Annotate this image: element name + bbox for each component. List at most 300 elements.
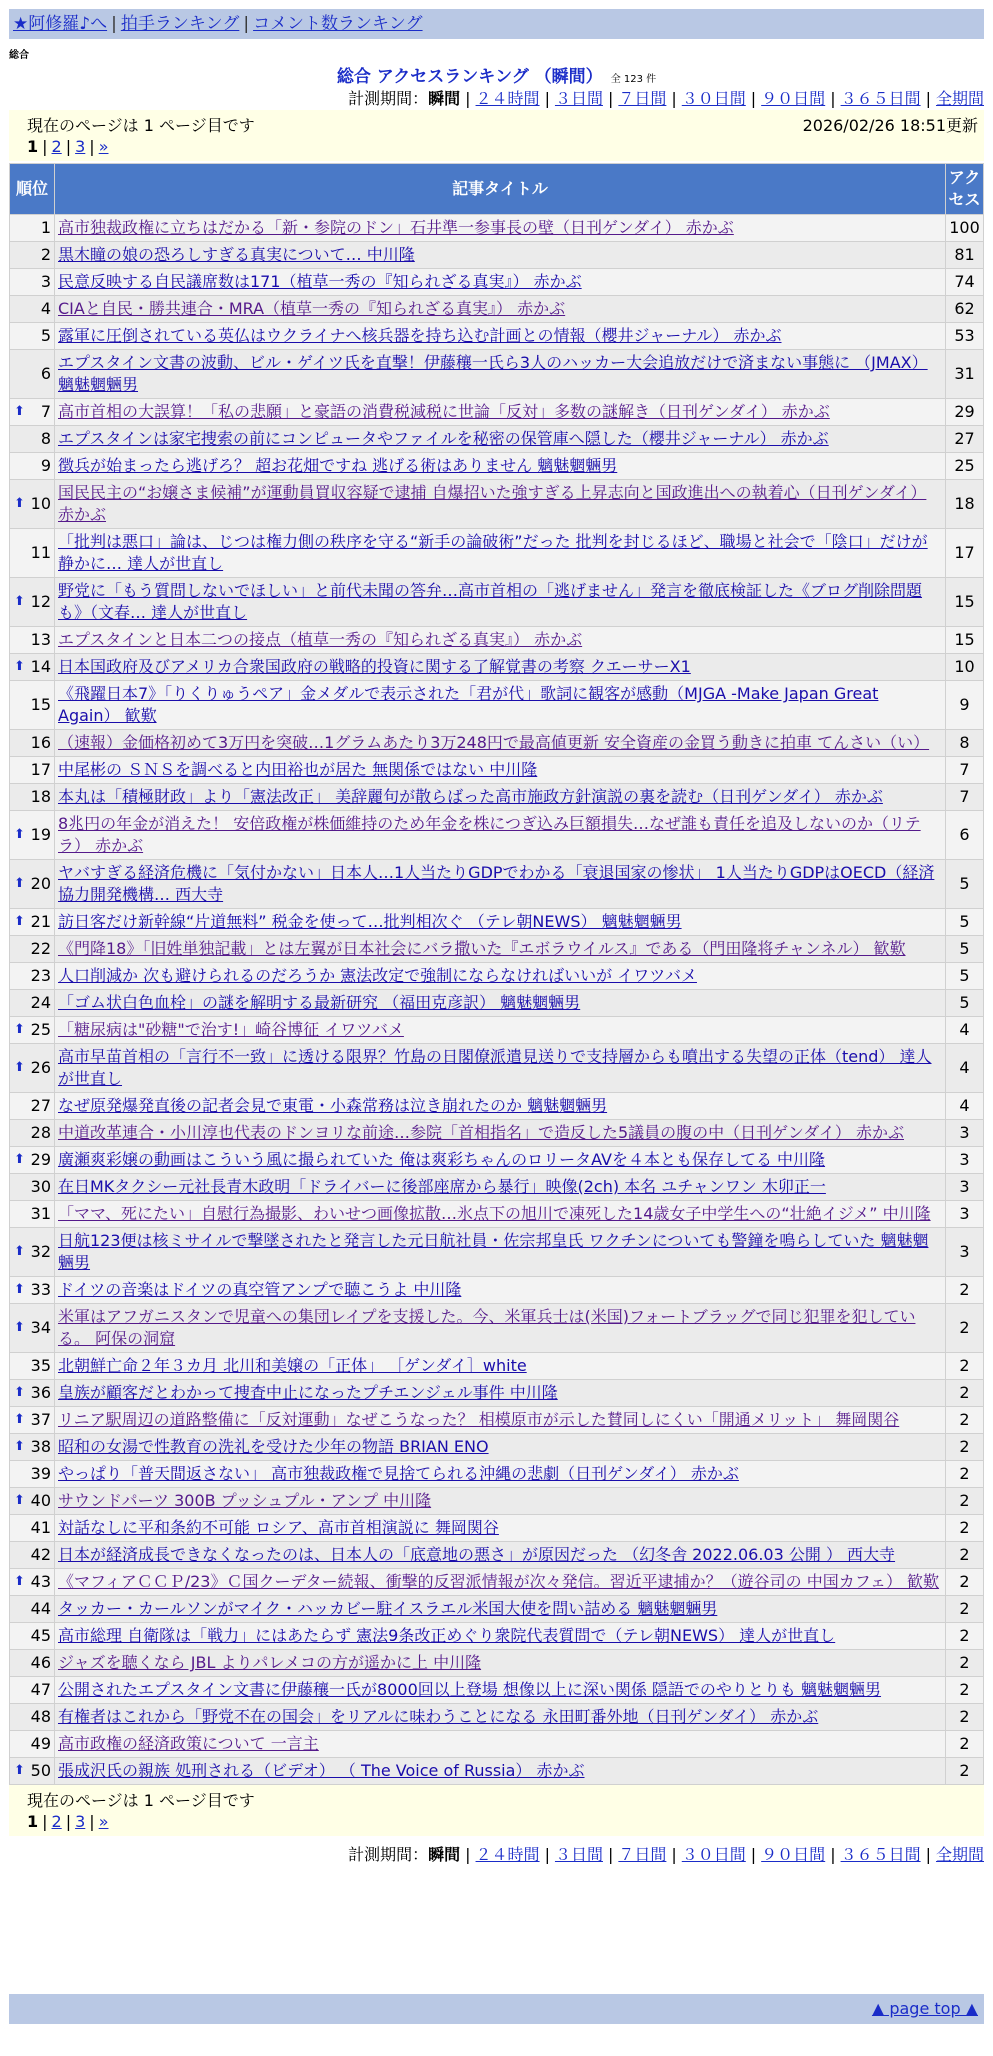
access-count: 4 [946, 1044, 984, 1093]
rank-cell [10, 811, 55, 860]
rank-number: 3 [40, 272, 51, 291]
access-count: 2 [946, 1353, 984, 1380]
access-count: 2 [946, 1758, 984, 1785]
rank-number: 8 [40, 429, 51, 448]
rank-cell [10, 1731, 55, 1758]
article-link[interactable]: やっぱり「普天間返さない」 高市独裁政権で見捨てられる沖縄の悲劇（日刊ゲンダイ） 赤かぶ [58, 1464, 739, 1483]
rank-number: 47 [30, 1680, 51, 1699]
rank-number: 34 [30, 1318, 51, 1337]
article-link[interactable]: エプスタイン文書の波動、ビル・ゲイツ氏を直撃！伊藤穰一氏ら3人のハッカー大会追放だけで済まない事態に （JMAX） 魑魅魍魎男 [58, 353, 928, 394]
table-row [10, 1120, 984, 1147]
article-link[interactable]: 人口削減か 次も避けられるのだろうか 憲法改定で強制にならなければいいが イワツバメ [58, 966, 697, 985]
rank-cell [10, 1201, 55, 1228]
period-separator: | [607, 1845, 614, 1864]
table-row [10, 323, 984, 350]
rank-cell [10, 1120, 55, 1147]
access-count: 10 [946, 654, 984, 681]
article-link[interactable]: 米軍はアフガニスタンで児童への集団レイプを支援した。今、米軍兵士は(米国)フォートブラッグで同じ犯罪を犯している。 阿保の洞窟 [58, 1307, 916, 1348]
rank-number: 6 [40, 364, 51, 383]
article-link[interactable]: 在日MKタクシー元社長青木政明「ドライバーに後部座席から暴行」映像(2ch) 本名 ユチャンワン 木卯正一 [58, 1177, 826, 1196]
article-link[interactable]: 高市総理 自衛隊は「戦力」にはあたらず 憲法9条改正めぐり衆院代表質問で（テレ朝NEWS） 達人が世直し [58, 1626, 836, 1645]
table-row [10, 936, 984, 963]
period-link[interactable]: ９０日間 [761, 1845, 826, 1864]
period-link[interactable]: ２４時間 [475, 1845, 540, 1864]
arrow-up-icon: ⬆ [14, 827, 25, 842]
rank-number: 38 [30, 1437, 51, 1456]
article-link[interactable]: ドイツの音楽はドイツの真空管アンプで聴こうよ 中川隆 [58, 1280, 462, 1299]
arrow-up-icon: ⬆ [14, 496, 25, 511]
rank-number: 18 [30, 787, 51, 806]
title-cell [55, 1017, 946, 1044]
table-row [10, 757, 984, 784]
access-count: 9 [946, 681, 984, 730]
title-cell [55, 1120, 946, 1147]
arrow-up-icon: ⬆ [14, 914, 25, 929]
rank-cell [10, 730, 55, 757]
rank-cell [10, 242, 55, 269]
rank-number: 31 [30, 1204, 51, 1223]
pager-separator: | [65, 137, 72, 156]
article-link[interactable]: ヤバすぎる経済危機に「気付かない」日本人…1人当たりGDPでわかる「衰退国家の惨状」 1人当たりGDPはOECD（経済協力開発機構… 西大寺 [58, 863, 935, 904]
title-cell [55, 860, 946, 909]
table-row [10, 1542, 984, 1569]
title-cell [55, 1174, 946, 1201]
rank-cell [10, 1044, 55, 1093]
article-link[interactable]: 徴兵が始まったら逃げろ？ 超お花畑ですね 逃げる術はありません 魑魅魍魎男 [58, 456, 618, 475]
rank-cell [10, 1569, 55, 1596]
period-link[interactable]: ９０日間 [761, 89, 826, 108]
table-row [10, 681, 984, 730]
title-cell [55, 1542, 946, 1569]
title-cell [55, 399, 946, 426]
current-page-text: 現在のページは 1 ページ目です [27, 116, 255, 135]
article-link[interactable]: 有権者はこれから「野党不在の国会」をリアルに味わうことになる 永田町番外地（日刊ゲンダイ） 赤かぶ [58, 1707, 819, 1726]
title-cell [55, 1650, 946, 1677]
title-cell [55, 426, 946, 453]
access-count: 2 [946, 1434, 984, 1461]
access-count: 3 [946, 1120, 984, 1147]
pager-separator: | [89, 137, 95, 156]
title-cell [55, 909, 946, 936]
article-link[interactable]: 黒木瞳の娘の恐ろしすぎる真実について… 中川隆 [58, 245, 415, 264]
period-link[interactable]: ２４時間 [475, 89, 540, 108]
nav-separator: | [111, 14, 117, 34]
arrow-up-icon: ⬆ [14, 1244, 25, 1259]
title-cell [55, 1515, 946, 1542]
access-count: 5 [946, 909, 984, 936]
period-separator: | [925, 1845, 931, 1864]
rank-cell [10, 529, 55, 578]
table-row [10, 963, 984, 990]
title-cell [55, 963, 946, 990]
access-count: 2 [946, 1596, 984, 1623]
rank-cell [10, 1650, 55, 1677]
rank-number: 14 [30, 657, 51, 676]
access-count: 25 [946, 453, 984, 480]
title-cell [55, 1623, 946, 1650]
rank-number: 16 [30, 733, 51, 752]
rank-cell [10, 296, 55, 323]
access-count: 2 [946, 1488, 984, 1515]
rank-cell [10, 1704, 55, 1731]
access-count: 2 [946, 1461, 984, 1488]
article-link[interactable]: 8兆円の年金が消えた！ 安倍政権が株価維持のため年金を株につぎ込み巨額損失…なぜ誰も責任を追及しないのか（リテラ） 赤かぶ [58, 814, 921, 855]
rank-cell [10, 1542, 55, 1569]
access-count: 2 [946, 1677, 984, 1704]
pager-link[interactable]: » [98, 137, 109, 156]
period-link[interactable]: ７日間 [618, 89, 667, 108]
rank-number: 28 [30, 1123, 51, 1142]
rank-number: 21 [30, 912, 51, 931]
period-separator: | [750, 1845, 757, 1864]
period-link[interactable]: ３０日間 [681, 1845, 746, 1864]
title-cell [55, 1677, 946, 1704]
article-link[interactable]: なぜ原発爆発直後の記者会見で東電・小森常務は泣き崩れたのか 魑魅魍魎男 [58, 1096, 608, 1115]
rank-cell [10, 1623, 55, 1650]
access-count: 74 [946, 269, 984, 296]
access-count: 5 [946, 936, 984, 963]
table-row [10, 860, 984, 909]
article-link[interactable]: 北朝鮮亡命２年３カ月 北川和美嬢の「正体」 ［ゲンダイ］white [58, 1356, 527, 1375]
rank-number: 49 [30, 1734, 51, 1753]
article-link[interactable]: ジャズを聴くなら JBL よりパレメコの方が遥かに上 中川隆 [58, 1653, 482, 1672]
rank-cell [10, 350, 55, 399]
period-separator: | [607, 89, 614, 108]
rank-cell [10, 1174, 55, 1201]
period-link[interactable]: ３日間 [554, 89, 603, 108]
pager-current-page: 1 [27, 1812, 39, 1831]
table-row [10, 453, 984, 480]
title-cell [55, 1228, 946, 1277]
title-cell [55, 627, 946, 654]
rank-number: 4 [40, 299, 51, 318]
rank-cell [10, 1277, 55, 1304]
arrow-up-icon: ⬆ [14, 594, 25, 609]
rank-cell [10, 399, 55, 426]
period-link[interactable]: ３６５日間 [840, 89, 921, 108]
arrow-up-icon: ⬆ [14, 1060, 25, 1075]
table-row [10, 1093, 984, 1120]
article-link[interactable]: 「ゴム状白色血栓」の謎を解明する最新研究 （福田克彦訳） 魑魅魍魎男 [58, 993, 581, 1012]
rank-number: 46 [30, 1653, 51, 1672]
rank-number: 10 [30, 494, 51, 513]
rank-cell [10, 654, 55, 681]
access-count: 18 [946, 480, 984, 529]
article-link[interactable]: 国民民主の“お嬢さま候補”が運動員買収容疑で逮捕 自爆招いた強すぎる上昇志向と国政進出への執着心（日刊ゲンダイ） 赤かぶ [58, 483, 927, 524]
pager-separator: | [42, 137, 48, 156]
table-row [10, 578, 984, 627]
title-cell [55, 1434, 946, 1461]
pager-link[interactable]: 2 [51, 1812, 62, 1831]
period-selector-top [348, 86, 984, 109]
header-access: アクセス [946, 164, 984, 215]
table-row [10, 529, 984, 578]
nav-separator: | [243, 14, 250, 34]
footer-bar [9, 1994, 984, 2024]
title-cell [55, 1277, 946, 1304]
table-row [10, 1017, 984, 1044]
table-row [10, 1228, 984, 1277]
period-separator: | [830, 1845, 836, 1864]
arrow-up-icon: ⬆ [14, 1439, 25, 1454]
title-cell [55, 1596, 946, 1623]
article-link[interactable]: 日本国政府及びアメリカ合衆国政府の戦略的投資に関する了解覚書の考察 クエーサーX1 [58, 657, 691, 676]
article-link[interactable]: 露軍に圧倒されている英仏はウクライナへ核兵器を持ち込む計画との情報（櫻井ジャーナル） 赤かぶ [58, 326, 782, 345]
table-row [10, 1407, 984, 1434]
top-nav-bar [9, 9, 984, 39]
title-cell [55, 1201, 946, 1228]
table-row [10, 296, 984, 323]
rank-number: 27 [30, 1096, 51, 1115]
article-link[interactable]: 「批判は悪口」論は、じつは権力側の秩序を守る“新手の論破術”だった 批判を封じるほど、職場と社会で「陰口」だけが静かに… 達人が世直し [58, 532, 928, 573]
access-count: 100 [946, 215, 984, 242]
updated-timestamp: 2026/02/26 18:51更新 [802, 116, 978, 135]
arrow-up-icon: ⬆ [14, 1282, 25, 1297]
period-separator: | [465, 89, 471, 108]
article-link[interactable]: 張成沢氏の親族 処刑される（ビデオ） （ The Voice of Russia） 赤かぶ [58, 1761, 585, 1780]
period-current: 瞬間 [428, 89, 461, 108]
arrow-up-icon: ⬆ [14, 1493, 25, 1508]
title-cell [55, 1380, 946, 1407]
period-link[interactable]: ３６５日間 [840, 1845, 921, 1864]
rank-cell [10, 1434, 55, 1461]
article-link[interactable]: 中尾彬の ＳＮＳを調べると内田裕也が居た 無関係ではない 中川隆 [58, 760, 538, 779]
table-row [10, 730, 984, 757]
table-row [10, 1596, 984, 1623]
arrow-up-icon: ⬆ [14, 1320, 25, 1335]
article-link[interactable]: 中道改革連合・小川淳也代表のドンヨリな前途…参院「首相指名」で造反した5議員の腹の中（日刊ゲンダイ） 赤かぶ [58, 1123, 904, 1142]
table-row [10, 909, 984, 936]
arrow-up-icon: ⬆ [14, 1574, 25, 1589]
article-link[interactable]: エプスタインと日本二つの接点（植草一秀の『知られざる真実』） 赤かぶ [58, 630, 583, 649]
period-label: 計測期間： [348, 89, 429, 108]
rank-cell [10, 1380, 55, 1407]
page-title [0, 62, 993, 87]
article-link[interactable]: 《マフィアＣＣＰ/23》Ｃ国クーデター続報、衝撃的反習派情報が次々発信。習近平逮捕か？（遊谷司の 中国カフェ） 歓歎 [58, 1572, 940, 1591]
article-link[interactable]: リニア駅周辺の道路整備に「反対運動」なぜこうなった？ 相模原市が示した賛同しにくい「開通メリット」 舞岡関谷 [58, 1410, 900, 1429]
period-separator: | [544, 89, 550, 108]
article-link[interactable]: 訪日客だけ新幹線“片道無料” 税金を使って…批判相次ぐ （テレ朝NEWS） 魑魅魍魎男 [58, 912, 682, 931]
article-link[interactable]: 高市政権の経済政策について 一言主 [58, 1734, 319, 1753]
page-info-top [9, 110, 984, 161]
rank-number: 17 [30, 760, 51, 779]
period-link[interactable]: ３０日間 [681, 89, 746, 108]
article-link[interactable]: 対話なしに平和条約不可能 ロシア、高市首相演説に 舞岡関谷 [58, 1518, 499, 1537]
period-link[interactable]: 全期間 [935, 1845, 984, 1864]
period-separator: | [750, 89, 757, 108]
article-link[interactable]: エプスタインは家宅捜索の前にコンピュータやファイルを秘密の保管庫へ隠した（櫻井ジャーナル） 赤かぶ [58, 429, 829, 448]
rank-cell [10, 627, 55, 654]
rank-number: 20 [30, 874, 51, 893]
access-count: 5 [946, 860, 984, 909]
title-cell [55, 296, 946, 323]
arrow-up-icon: ⬆ [14, 876, 25, 891]
article-link[interactable]: サウンドパーツ 300B プッシュプル・アンプ 中川隆 [58, 1491, 432, 1510]
pager-current-page: 1 [27, 137, 39, 156]
rank-cell [10, 1677, 55, 1704]
table-row [10, 1044, 984, 1093]
article-link[interactable]: 日本が経済成長できなくなったのは、日本人の「底意地の悪さ」が原因だった （幻冬舎 2022.06.03 公開 ） 西大寺 [58, 1545, 896, 1564]
access-count: 2 [946, 1569, 984, 1596]
pager-bottom [27, 1812, 108, 1831]
pager-link[interactable]: 3 [75, 1812, 86, 1831]
rank-cell [10, 1488, 55, 1515]
table-row [10, 350, 984, 399]
title-cell [55, 1731, 946, 1758]
period-separator: | [465, 1845, 471, 1864]
rank-cell [10, 1304, 55, 1353]
table-row [10, 1174, 984, 1201]
article-link[interactable]: 日航123便は核ミサイルで撃墜されたと発言した元日航社員・佐宗邦皇氏 ワクチンについても警鐘を鳴らしていた 魑魅魍魎男 [58, 1231, 929, 1272]
title-cell [55, 1044, 946, 1093]
rank-cell [10, 1093, 55, 1120]
rank-number: 41 [30, 1518, 51, 1537]
rank-cell [10, 1515, 55, 1542]
rank-cell [10, 1147, 55, 1174]
title-cell [55, 1353, 946, 1380]
rank-number: 35 [30, 1356, 51, 1375]
pager-link[interactable]: 2 [51, 137, 62, 156]
table-row [10, 1201, 984, 1228]
page-top-link[interactable]: ▲ page top ▲ [871, 1999, 978, 2018]
pager-separator: | [65, 1812, 72, 1831]
table-row [10, 1461, 984, 1488]
rank-cell [10, 1758, 55, 1785]
access-count: 29 [946, 399, 984, 426]
rank-cell [10, 323, 55, 350]
clap-ranking-link[interactable]: 拍手ランキング [120, 14, 240, 34]
comment-ranking-link[interactable]: コメント数ランキング [253, 14, 423, 34]
pager-link[interactable]: 3 [75, 137, 86, 156]
access-count: 15 [946, 578, 984, 627]
rank-number: 45 [30, 1626, 51, 1645]
access-count: 53 [946, 323, 984, 350]
access-count: 5 [946, 963, 984, 990]
article-link[interactable]: 《飛躍日本7》「りくりゅうペア」金メダルで表示された「君が代」歌詞に観客が感動（MJGA -Make Japan Great Again） 歓歎 [58, 684, 879, 725]
rank-number: 22 [30, 939, 51, 958]
title-cell [55, 654, 946, 681]
table-row [10, 1515, 984, 1542]
article-link[interactable]: 民意反映する自民議席数は171（植草一秀の『知られざる真実』） 赤かぶ [58, 272, 582, 291]
article-link[interactable]: 昭和の女湯で性教育の洗礼を受けた少年の物語 BRIAN ENO [58, 1437, 489, 1456]
table-row [10, 1704, 984, 1731]
rank-cell [10, 963, 55, 990]
rank-number: 12 [30, 592, 51, 611]
table-row [10, 1147, 984, 1174]
rank-number: 5 [40, 326, 51, 345]
article-link[interactable]: 《門降18》「旧姓単独記載」とは左翼が日本社会にバラ撒いた『エボラウイルス』である（門田隆将チャンネル） 歓歎 [58, 939, 906, 958]
rank-number: 50 [30, 1761, 51, 1780]
article-link[interactable]: CIAと自民・勝共連合・MRA（植草一秀の『知られざる真実』） 赤かぶ [58, 299, 566, 318]
access-count: 2 [946, 1380, 984, 1407]
access-count: 2 [946, 1650, 984, 1677]
header-title: 記事タイトル [55, 164, 946, 215]
title-cell [55, 242, 946, 269]
rank-number: 29 [30, 1150, 51, 1169]
access-count: 2 [946, 1731, 984, 1758]
rank-number: 30 [30, 1177, 51, 1196]
table-row [10, 269, 984, 296]
rank-number: 39 [30, 1464, 51, 1483]
header-rank: 順位 [10, 164, 55, 215]
table-row [10, 1758, 984, 1785]
arrow-up-icon: ⬆ [14, 1022, 25, 1037]
period-separator: | [925, 89, 931, 108]
pager-link[interactable]: » [98, 1812, 109, 1831]
rank-cell [10, 936, 55, 963]
access-count: 2 [946, 1277, 984, 1304]
rank-cell [10, 1461, 55, 1488]
access-count: 3 [946, 1201, 984, 1228]
access-count: 8 [946, 730, 984, 757]
rank-number: 33 [30, 1280, 51, 1299]
title-cell [55, 269, 946, 296]
rank-cell [10, 681, 55, 730]
title-cell [55, 757, 946, 784]
article-link[interactable]: （速報）金価格初めて3万円を突破…1グラムあたり3万248円で最高値更新 安全資産の金買う動きに拍車 てんさい（い） [58, 733, 930, 752]
period-separator: | [671, 1845, 677, 1864]
table-row [10, 242, 984, 269]
period-separator: | [671, 89, 677, 108]
title-cell [55, 784, 946, 811]
section-label: 総合 [9, 50, 29, 61]
article-link[interactable]: タッカー・カールソンがマイク・ハッカビー駐イスラエル米国大使を問い詰める 魑魅魍魎男 [58, 1599, 718, 1618]
article-link[interactable]: 「糖尿病は"砂糖"で治す!」崎谷博征 イワツバメ [58, 1020, 404, 1039]
home-link[interactable]: ★阿修羅♪へ [13, 14, 108, 34]
access-count: 17 [946, 529, 984, 578]
period-label: 計測期間： [348, 1845, 429, 1864]
rank-number: 15 [30, 695, 51, 714]
rank-number: 24 [30, 993, 51, 1012]
rank-cell [10, 1017, 55, 1044]
rank-number: 48 [30, 1707, 51, 1726]
title-cell [55, 730, 946, 757]
title-cell [55, 480, 946, 529]
page-title-text: 総合 アクセスランキング （瞬間） [336, 67, 603, 87]
rank-number: 19 [30, 825, 51, 844]
period-link[interactable]: ３日間 [554, 1845, 603, 1864]
rank-cell [10, 269, 55, 296]
period-link[interactable]: ７日間 [618, 1845, 667, 1864]
article-link[interactable]: 本丸は「積極財政」より「憲法改正」 美辞麗句が散らばった高市施政方針演説の裏を読む（日刊ゲンダイ） 赤かぶ [58, 787, 883, 806]
period-link[interactable]: 全期間 [935, 89, 984, 108]
rank-number: 7 [40, 402, 51, 421]
article-link[interactable]: 公開されたエプスタイン文書に伊藤穰一氏が8000回以上登場 想像以上に深い関係 隠語でのやりとりも 魑魅魍魎男 [58, 1680, 882, 1699]
title-cell [55, 1461, 946, 1488]
article-link[interactable]: 野党に「もう質問しないでほしい」と前代未聞の答弁…高市首相の「逃げません」発言を徹底検証した《ブログ削除問題も》（文春… 達人が世直し [58, 581, 923, 622]
access-count: 7 [946, 784, 984, 811]
table-row [10, 1488, 984, 1515]
article-link[interactable]: 「ママ、死にたい」自慰行為撮影、わいせつ画像拡散…氷点下の旭川で凍死した14歳女子中学生への“壮絶イジメ” 中川隆 [58, 1204, 931, 1223]
rank-cell [10, 578, 55, 627]
title-cell [55, 1147, 946, 1174]
rank-number: 11 [30, 543, 51, 562]
article-link[interactable]: 廣瀬爽彩嬢の動画はこういう風に撮られていた 俺は爽彩ちゃんのロリータAVを４本とも保存してる 中川隆 [58, 1150, 826, 1169]
article-link[interactable]: 皇族が顧客だとわかって捜査中止になったプチエンジェル事件 中川隆 [58, 1383, 558, 1402]
article-link[interactable]: 高市首相の大誤算！「私の悲願」と豪語の消費税減税に世論「反対」多数の謎解き（日刊ゲンダイ） 赤かぶ [58, 402, 830, 421]
current-page-text: 現在のページは 1 ページ目です [27, 1791, 255, 1810]
table-row [10, 1569, 984, 1596]
rank-number: 40 [30, 1491, 51, 1510]
rank-cell [10, 784, 55, 811]
article-link[interactable]: 高市早苗首相の「言行不一致」に透ける限界？竹島の日閣僚派遣見送りで支持層からも噴出する失望の正体（tend） 達人が世直し [58, 1047, 932, 1088]
article-link[interactable]: 高市独裁政権に立ちはだかる「新・参院のドン」石井準一参事長の壁（日刊ゲンダイ） 赤かぶ [58, 218, 734, 237]
access-count: 7 [946, 757, 984, 784]
access-count: 4 [946, 1017, 984, 1044]
access-count: 3 [946, 1174, 984, 1201]
rank-cell [10, 1596, 55, 1623]
table-row [10, 990, 984, 1017]
